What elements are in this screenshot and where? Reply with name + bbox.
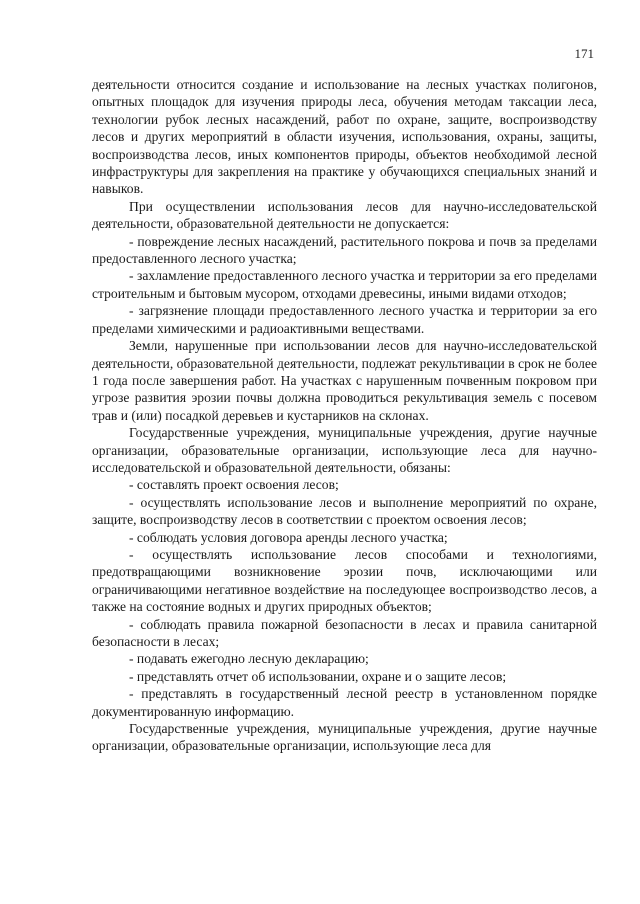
list-item: - представлять отчет об использовании, охране и о защите лесов; [129, 668, 507, 684]
list-item: - осуществлять использование лесов и выполнение мероприятий по охране, защите, воспроизводству лесов в соответствии с проектом освоения лесов; [92, 494, 597, 528]
document-body [92, 76, 597, 755]
list-item: - составлять проект освоения лесов; [129, 477, 339, 493]
list-item: - соблюдать правила пожарной безопасности в лесах и правила санитарной безопасности в лесах; [92, 616, 597, 649]
list-item: - осуществлять использование лесов способами и технологиями, предотвращающими возникновение эрозии почв, исключающими или ограничивающими негативное воздействие на последующее воспроизводство лесов, а также на состояние водных и других природных объектов; [92, 546, 597, 615]
paragraph: Государственные учреждения, муниципальные учреждения, другие научные организации, образовательные организации, использующие леса для научно-исследовательской и образовательной деятельности, обязаны: [92, 425, 597, 475]
page-number: 171 [574, 46, 594, 61]
list-item: - захламление предоставленного лесного участка и территории за его пределами строительным и бытовым мусором, отходами древесины, иными видами отходов; [92, 268, 597, 301]
paragraph: Земли, нарушенные при использовании лесов для научно-исследовательской деятельности, образовательной деятельности, подлежат рекультивации в срок не более 1 года после завершения работ. На участках с нарушенным почвенным покровом при угрозе развития эрозии почвы должна проводиться рекультивация земель с посевом трав и (или) посадкой деревьев и кустарников на склонах. [92, 338, 597, 423]
paragraph: При осуществлении использования лесов для научно-исследовательской деятельности, образовательной деятельности не допускается: [92, 198, 597, 232]
list-item: - подавать ежегодно лесную декларацию; [129, 651, 369, 667]
paragraph: Государственные учреждения, муниципальные учреждения, другие научные организации, образовательные организации, использующие леса для [92, 721, 597, 754]
list-item: - представлять в государственный лесной реестр в установленном порядке документированную информацию. [92, 686, 597, 719]
list-item: - загрязнение площади предоставленного лесного участка и территории за его пределами химическими и радиоактивными веществами. [92, 303, 597, 336]
list-item: - повреждение лесных насаждений, растительного покрова и почв за пределами предоставленного лесного участка; [92, 233, 597, 267]
paragraph: деятельности относится создание и использование на лесных участках полигонов, опытных площадок для изучения природы леса, обучения методам таксации леса, технологии рубок лесных насаждений, работ по охране, защите, воспроизводству лесов и других мероприятий в области изучения, использования, охраны, защиты, воспроизводства лесов, иных компонентов природы, объектов необходимой лесной инфраструктуры для закрепления на практике у обучающихся специальных знаний и навыков. [92, 77, 597, 197]
list-item: - соблюдать условия договора аренды лесного участка; [129, 529, 448, 545]
